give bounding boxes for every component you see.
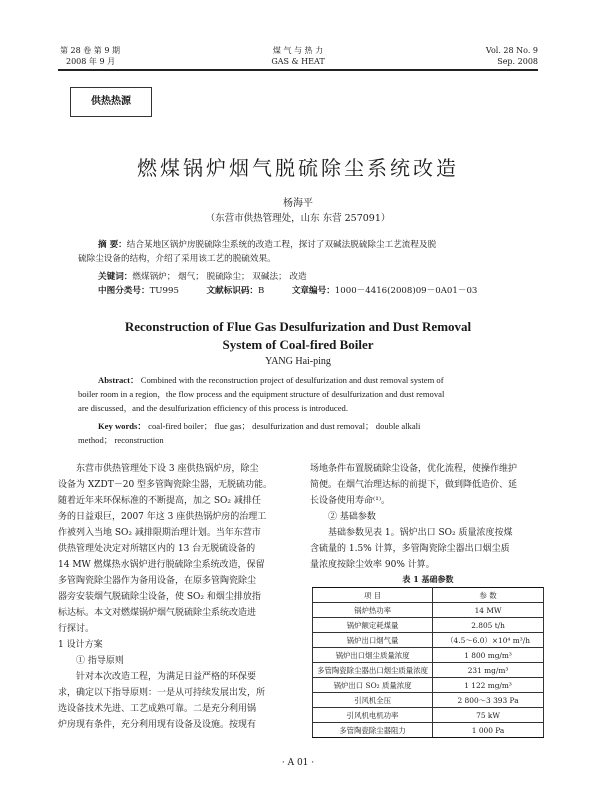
table-cell-item: 锅炉出口烟气量	[313, 633, 433, 648]
text-line: 多管陶瓷除尘器作为备用设备，在原多管陶瓷除尘	[58, 576, 257, 586]
principle-paragraph-cont	[310, 461, 546, 509]
abstract-en-label: Abstract：	[98, 375, 139, 385]
text-line: 含硫量的 1.5% 计算，多管陶瓷除尘器出口烟尘质	[310, 544, 510, 554]
section1-heading: 1 设计方案	[58, 640, 103, 650]
text-line: 场地条件布置脱硫除尘设备，优化流程，使操作维护	[310, 464, 518, 474]
doc-code-label: 文献标识码：	[206, 286, 259, 296]
table-cell-item: 引风机全压	[313, 693, 433, 708]
doc-code-value: B	[258, 286, 265, 296]
sub2-heading: ② 基础参数	[328, 512, 376, 522]
text-line: 务的日益艰巨，2007 年这 3 座供热锅炉房的治理工	[58, 512, 267, 522]
intro-paragraph	[58, 461, 298, 637]
keywords-en-row	[98, 419, 520, 433]
affiliation-cn: （东营市供热管理处，山东 东营 257091）	[205, 213, 391, 224]
text-line: 基础参数见表 1。锅炉出口 SO₂ 质量浓度按煤	[328, 528, 513, 538]
table-caption: 表 1 基础参数	[402, 574, 454, 584]
table-row	[313, 633, 544, 648]
abstract-cn-label: 摘 要：	[98, 240, 127, 250]
table-cell-value: 14 MW	[433, 603, 544, 618]
abstract-cn-line2: 硫除尘设备的结构，介绍了采用该工艺的脱硫效果。	[78, 254, 276, 264]
keywords-cn-text: 燃煤锅炉； 烟气； 脱硫除尘； 双碱法； 改造	[132, 272, 307, 282]
journal-date: 2008 年 9 月	[66, 57, 116, 66]
journal-volume: 第 28 卷 第 9 期	[60, 46, 120, 55]
keywords-en-label: Key words：	[98, 421, 146, 431]
abstract-cn	[98, 238, 518, 252]
text-line: 标达标。本文对燃煤锅炉烟气脱硫除尘系统改造进	[58, 608, 257, 618]
abstract-en-line2: boiler room in a region，the flow process and the equipment structure of desulfurization and dust removal	[78, 389, 445, 399]
text-line: 针对本次改造工程，为满足日益严格的环保要	[76, 672, 257, 682]
author-cn: 杨海平	[283, 198, 313, 209]
table-header-row	[313, 588, 544, 603]
table-cell-value: 231 mg/m³	[433, 663, 544, 678]
text-line: 东营市供热管理处下设 3 座供热锅炉房，除尘	[76, 464, 259, 474]
paper-title-cn: 燃煤锅炉烟气脱硫除尘系统改造	[137, 156, 459, 180]
table-row	[313, 708, 544, 723]
table-row	[313, 663, 544, 678]
clc-value: TU995	[149, 286, 179, 296]
table-cell-value: （4.5～6.0）×10⁴ m³/h	[433, 633, 544, 648]
keywords-cn-label: 关键词：	[98, 272, 133, 282]
classification-line	[98, 284, 538, 298]
text-line: 供热管理处决定对所辖区内的 13 台无脱硫设备的	[58, 544, 256, 554]
paper-title-en-line2: System of Coal-fired Boiler	[222, 337, 374, 352]
table-row	[313, 693, 544, 708]
paper-title-en-line1: Reconstruction of Flue Gas Desulfurization and Dust Removal	[124, 319, 472, 334]
journal-date-en: Sep. 2008	[497, 57, 538, 66]
table-cell-item: 引风机电机功率	[313, 708, 433, 723]
journal-volume-en: Vol. 28 No. 9	[485, 46, 538, 55]
table-cell-item: 锅炉热功率	[313, 603, 433, 618]
text-line: 14 MW 燃煤热水锅炉进行脱硫除尘系统改造，保留	[58, 560, 265, 570]
table-cell-item: 锅炉额定耗煤量	[313, 618, 433, 633]
clc-label: 中图分类号：	[98, 286, 150, 296]
table-row	[313, 603, 544, 618]
text-line: 量浓度按除尘效率 90% 计算。	[310, 560, 435, 570]
table-cell-item: 锅炉出口烟尘质量浓度	[313, 648, 433, 663]
left-column	[58, 461, 298, 733]
table-cell-item: 多管陶瓷除尘器阻力	[313, 723, 433, 738]
table-cell-item: 锅炉出口 SO₂ 质量浓度	[313, 678, 433, 693]
table-cell-value: 2.805 t/h	[433, 618, 544, 633]
table-row	[313, 618, 544, 633]
right-column	[310, 461, 546, 573]
journal-name-en: GAS & HEAT	[271, 57, 325, 66]
text-line: 简便。在烟气治理达标的前提下，做到降低造价、延	[310, 480, 518, 490]
table-header-item: 项 目	[313, 588, 433, 603]
principle-paragraph	[58, 669, 298, 733]
section-tag: 供热热源	[70, 87, 152, 117]
table-cell-value: 1 000 Pa	[433, 723, 544, 738]
text-line: 选设备技术先进、工艺成熟可靠。二是充分利用锅	[58, 704, 257, 714]
keywords-cn	[98, 270, 518, 284]
table-row	[313, 648, 544, 663]
abstract-en-line1-row	[98, 373, 520, 387]
article-no-value: 1000－4416(2008)09－0A01－03	[334, 286, 478, 296]
text-line: 炉房现有条件，充分利用现有设备及设施。按现有	[58, 720, 257, 730]
author-en: YANG Hai-ping	[265, 356, 331, 367]
text-line: 随着近年来环保标准的不断提高，加之 SO₂ 减排任	[58, 496, 261, 506]
table-row	[313, 678, 544, 693]
header-rule	[58, 69, 538, 71]
text-line: 器旁安装烟气脱硫除尘设备，使 SO₂ 和烟尘排放指	[58, 592, 261, 602]
text-line: 长设备使用寿命⁽¹⁾。	[310, 496, 391, 506]
parameters-paragraph	[310, 525, 546, 573]
journal-name-cn: 煤 气 与 热 力	[272, 46, 324, 55]
parameters-table	[312, 587, 544, 738]
text-line: 求，确定以下指导原则：一是从可持续发展出发，所	[58, 688, 266, 698]
table-row	[313, 723, 544, 738]
abstract-en-line3: are discussed，and the desulfurization efficiency of this process is introduced.	[78, 403, 348, 413]
table-cell-item: 多管陶瓷除尘器出口烟尘质量浓度	[313, 663, 433, 678]
table-cell-value: 1 122 mg/m³	[433, 678, 544, 693]
text-line: 设备为 XZDT－20 型多管陶瓷除尘器，无脱硫功能。	[58, 480, 273, 490]
text-line: 作被列入当地 SO₂ 减排限期治理计划。当年东营市	[58, 528, 261, 538]
abstract-cn-line1: 结合某地区锅炉房脱硫除尘系统的改造工程，探讨了双碱法脱硫除尘工艺流程及脱	[126, 240, 437, 250]
table-header-value: 参 数	[433, 588, 544, 603]
article-no-label: 文章编号：	[291, 286, 335, 296]
table-cell-value: 1 800 mg/m³	[433, 648, 544, 663]
page-number: · A 01 ·	[281, 758, 315, 768]
table-cell-value: 2 800～3 393 Pa	[433, 693, 544, 708]
table-cell-value: 75 kW	[433, 708, 544, 723]
abstract-en-line1: Combined with the reconstruction project of desulfurization and dust removal system of	[140, 375, 444, 385]
sub1-heading: ① 指导原则	[76, 656, 124, 666]
text-line: 行探讨。	[58, 624, 95, 634]
keywords-en-line1: coal-fired boiler； flue gas； desulfurization and dust removal； double alkali	[148, 421, 421, 431]
keywords-en-line2: method； reconstruction	[78, 435, 164, 445]
